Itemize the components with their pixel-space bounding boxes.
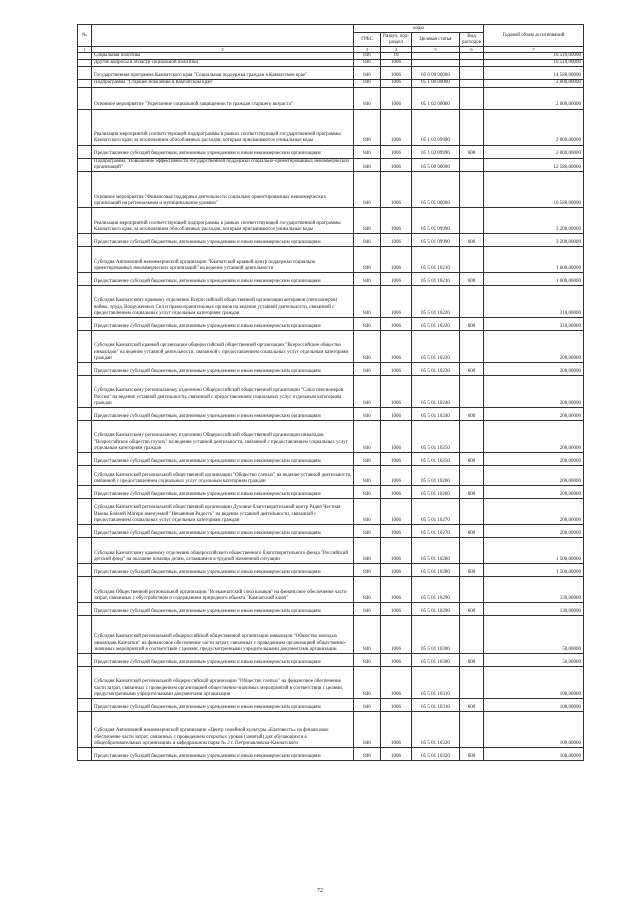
row-section-cell: 1006 bbox=[381, 234, 412, 247]
row-name-cell: Предоставление субсидий бюджетным, автономным учреждениям и иным некоммерческим организациям bbox=[92, 748, 354, 761]
row-grbs-cell: 846 bbox=[354, 712, 381, 748]
row-no-cell bbox=[78, 616, 92, 654]
row-no-cell bbox=[78, 87, 92, 109]
row-name-cell: Социальная политика bbox=[92, 53, 354, 60]
row-target-cell: 05 5 01 10270 bbox=[412, 499, 460, 525]
row-target-cell: 05 5 01 10310 bbox=[412, 667, 460, 699]
row-expense-type-cell: 600 bbox=[460, 748, 484, 761]
row-grbs-cell: 846 bbox=[354, 603, 381, 616]
row-section-cell: 1006 bbox=[381, 616, 412, 654]
row-amount-cell: 100,00000 bbox=[484, 699, 584, 712]
row-grbs-cell: 846 bbox=[354, 273, 381, 286]
row-expense-type-cell: 600 bbox=[460, 273, 484, 286]
row-amount-cell: 200,00000 bbox=[484, 525, 584, 538]
row-target-cell: 05 5 01 10290 bbox=[412, 577, 460, 603]
row-amount-cell: 3 200,00000 bbox=[484, 234, 584, 247]
row-no-cell bbox=[78, 699, 92, 712]
row-amount-cell: 14 580,00000 bbox=[484, 67, 584, 80]
header-expense-type: Вид расходов bbox=[460, 33, 484, 47]
row-amount-cell: 100,00000 bbox=[484, 712, 584, 748]
row-grbs-cell: 846 bbox=[354, 60, 381, 67]
row-amount-cell: 130,00000 bbox=[484, 577, 584, 603]
row-amount-cell: 200,00000 bbox=[484, 363, 584, 376]
table-row bbox=[78, 712, 584, 748]
row-expense-type-cell bbox=[460, 577, 484, 603]
table-row bbox=[78, 699, 584, 712]
row-section-cell: 1006 bbox=[381, 172, 412, 208]
row-grbs-cell: 846 bbox=[354, 172, 381, 208]
row-name-cell: Субсидия Камчатскому краевому отделению Всероссийской общественной организации ветеранов (пенсионеров) войны, труда, Вооруженных Сил и правоохранительных органов на ведение уставной деятельности, связанной с предоставлением социальных услуг отдельным категориям граждан bbox=[92, 286, 354, 318]
row-name-cell: Подпрограмма "Старшее поколение в Камчатском крае" bbox=[92, 80, 354, 87]
row-target-cell: 05 5 01 10300 bbox=[412, 616, 460, 654]
row-name-cell: Субсидия Камчатской региональной общероссийской организации "Общество слепых" на финансовое обеспечение части затрат, связанных с проведением организацией общественно-значимых мероприятий в соответствии с целями, предусмотренными учредительными документами организации bbox=[92, 667, 354, 699]
table-row bbox=[78, 158, 584, 171]
row-amount-cell: 1 600,00000 bbox=[484, 273, 584, 286]
row-expense-type-cell: 600 bbox=[460, 603, 484, 616]
row-section-cell: 1006 bbox=[381, 145, 412, 158]
row-amount-cell: 2 000,00000 bbox=[484, 145, 584, 158]
row-grbs-cell: 846 bbox=[354, 421, 381, 453]
budget-table-sheet bbox=[77, 24, 583, 761]
row-grbs-cell: 846 bbox=[354, 363, 381, 376]
row-expense-type-cell bbox=[460, 376, 484, 408]
row-amount-cell: 200,00000 bbox=[484, 453, 584, 466]
row-name-cell: Реализация мероприятий соответствующей подпрограммы в рамках соответствующей государственной программы Камчатского края, за исключением обособленных расходов, которым присваиваются уникальные коды bbox=[92, 208, 354, 234]
table-row bbox=[78, 453, 584, 466]
row-section-cell: 1006 bbox=[381, 408, 412, 421]
row-amount-cell: 200,00000 bbox=[484, 486, 584, 499]
row-name-cell: Предоставление субсидий бюджетным, автономным учреждениям и иным некоммерческим организациям bbox=[92, 564, 354, 577]
row-target-cell: 05 5 01 10220 bbox=[412, 286, 460, 318]
colnum: 4 bbox=[381, 47, 412, 53]
row-no-cell bbox=[78, 453, 92, 466]
row-no-cell bbox=[78, 564, 92, 577]
header-target: Целевая статья bbox=[412, 33, 460, 47]
row-amount-cell: 200,00000 bbox=[484, 466, 584, 486]
table-row bbox=[78, 408, 584, 421]
row-amount-cell: 310,00000 bbox=[484, 318, 584, 331]
row-grbs-cell: 846 bbox=[354, 564, 381, 577]
row-no-cell bbox=[78, 273, 92, 286]
row-expense-type-cell bbox=[460, 667, 484, 699]
table-row bbox=[78, 145, 584, 158]
row-expense-type-cell bbox=[460, 712, 484, 748]
row-expense-type-cell: 600 bbox=[460, 234, 484, 247]
row-amount-cell: 3 200,00000 bbox=[484, 208, 584, 234]
row-grbs-cell: 846 bbox=[354, 67, 381, 80]
row-amount-cell: 16 510,00000 bbox=[484, 53, 584, 60]
table-row bbox=[78, 53, 584, 60]
row-grbs-cell: 846 bbox=[354, 376, 381, 408]
colnum: 5 bbox=[412, 47, 460, 53]
row-target-cell: 05 5 01 10220 bbox=[412, 318, 460, 331]
table-row bbox=[78, 667, 584, 699]
row-name-cell: Предоставление субсидий бюджетным, автономным учреждениям и иным некоммерческим организациям bbox=[92, 408, 354, 421]
table-row bbox=[78, 499, 584, 525]
header-no: № bbox=[78, 25, 92, 47]
header-codes: коды bbox=[354, 25, 484, 33]
row-section-cell: 1006 bbox=[381, 273, 412, 286]
row-name-cell: Основное мероприятие "Финансовая поддержка деятельности социально ориентированных некоммерческих организаций на региональном и муниципальном уровнях" bbox=[92, 172, 354, 208]
row-amount-cell: 200,00000 bbox=[484, 376, 584, 408]
row-name-cell: Субсидия Автономной некоммерческой организации «Центр семейной культуры «Благовесть» на финансовое обеспечение части затрат, связанных с проведением открытых уроков (занятий) для обучающихся в общеобразовательных организациях в кафедральном парке № 2 г. Петропавловска-Камчатского bbox=[92, 712, 354, 748]
row-no-cell bbox=[78, 577, 92, 603]
row-grbs-cell: 846 bbox=[354, 538, 381, 564]
table-row bbox=[78, 603, 584, 616]
row-target-cell: 05 5 01 10300 bbox=[412, 654, 460, 667]
table-row bbox=[78, 234, 584, 247]
row-expense-type-cell bbox=[460, 67, 484, 80]
row-grbs-cell: 846 bbox=[354, 616, 381, 654]
row-name-cell: Основное мероприятие "Укрепление социальной защищенности граждан старшего возраста" bbox=[92, 87, 354, 109]
row-section-cell: 1006 bbox=[381, 564, 412, 577]
row-name-cell: Субсидия Общественной региональной организации "Всекамчатский союз казаков" на финансовое обеспечение части затрат, связанных с обустройством и содержанием природного объекта "Камчатский ключ" bbox=[92, 577, 354, 603]
row-name-cell: Предоставление субсидий бюджетным, автономным учреждениям и иным некоммерческим организациям bbox=[92, 318, 354, 331]
row-section-cell: 1006 bbox=[381, 158, 412, 171]
table-row bbox=[78, 67, 584, 80]
header-amount: Годовой объем ассигнований bbox=[484, 25, 584, 47]
table-row bbox=[78, 60, 584, 67]
table-row bbox=[78, 616, 584, 654]
row-target-cell: 05 5 01 09990 bbox=[412, 208, 460, 234]
row-grbs-cell: 846 bbox=[354, 667, 381, 699]
row-grbs-cell: 846 bbox=[354, 577, 381, 603]
row-section-cell: 1006 bbox=[381, 667, 412, 699]
row-expense-type-cell bbox=[460, 466, 484, 486]
table-row bbox=[78, 208, 584, 234]
row-section-cell: 1006 bbox=[381, 421, 412, 453]
row-section-cell: 1006 bbox=[381, 699, 412, 712]
row-expense-type-cell bbox=[460, 499, 484, 525]
row-expense-type-cell: 600 bbox=[460, 486, 484, 499]
header-name bbox=[92, 25, 354, 47]
row-section-cell: 1006 bbox=[381, 208, 412, 234]
row-grbs-cell: 846 bbox=[354, 87, 381, 109]
row-target-cell: 05 1 02 09990 bbox=[412, 145, 460, 158]
row-name-cell: Предоставление субсидий бюджетным, автономным учреждениям и иным некоммерческим организациям bbox=[92, 363, 354, 376]
row-grbs-cell: 846 bbox=[354, 699, 381, 712]
row-name-cell: Субсидия Камчатской региональной общественной организации Духовно-благотворительный центр Радио Честная Иконы Божией Матери именуемой "Нечаянная Радость" на ведение уставной деятельности, связанной с предоставлением социальных услуг отдельным категориям граждан bbox=[92, 499, 354, 525]
row-section-cell: 1006 bbox=[381, 525, 412, 538]
row-no-cell bbox=[78, 318, 92, 331]
colnum: 1 bbox=[78, 47, 92, 53]
row-amount-cell: 2 000,00000 bbox=[484, 87, 584, 109]
row-section-cell: 1006 bbox=[381, 286, 412, 318]
row-section-cell: 1006 bbox=[381, 453, 412, 466]
table-row bbox=[78, 363, 584, 376]
row-amount-cell: 50,00000 bbox=[484, 654, 584, 667]
row-amount-cell: 50,00000 bbox=[484, 616, 584, 654]
row-expense-type-cell bbox=[460, 109, 484, 145]
row-grbs-cell: 846 bbox=[354, 80, 381, 87]
row-target-cell: 05 5 01 10240 bbox=[412, 408, 460, 421]
row-target-cell: 05 1 00 00000 bbox=[412, 80, 460, 87]
row-section-cell: 1006 bbox=[381, 486, 412, 499]
row-no-cell bbox=[78, 67, 92, 80]
row-no-cell bbox=[78, 60, 92, 67]
row-section-cell: 1006 bbox=[381, 331, 412, 363]
row-name-cell: Другие вопросы в области социальной политики bbox=[92, 60, 354, 67]
table-row bbox=[78, 466, 584, 486]
row-name-cell: Предоставление субсидий бюджетным, автономным учреждениям и иным некоммерческим организациям bbox=[92, 654, 354, 667]
table-row bbox=[78, 421, 584, 453]
row-no-cell bbox=[78, 286, 92, 318]
table-row bbox=[78, 538, 584, 564]
row-grbs-cell: 846 bbox=[354, 486, 381, 499]
row-name-cell: Субсидия Автономной некоммерческой организации "Камчатский краевой центр поддержки социально ориентированных некоммерческих организаций" на ведение уставной деятельности bbox=[92, 247, 354, 273]
row-amount-cell: 16 510,00000 bbox=[484, 60, 584, 67]
row-grbs-cell: 846 bbox=[354, 331, 381, 363]
row-name-cell: Предоставление субсидий бюджетным, автономным учреждениям и иным некоммерческим организациям bbox=[92, 603, 354, 616]
row-target-cell: 05 5 01 10320 bbox=[412, 748, 460, 761]
row-name-cell: Предоставление субсидий бюджетным, автономным учреждениям и иным некоммерческим организациям bbox=[92, 145, 354, 158]
row-target-cell: 05 5 01 10230 bbox=[412, 331, 460, 363]
row-no-cell bbox=[78, 363, 92, 376]
row-target-cell bbox=[412, 60, 460, 67]
row-amount-cell: 200,00000 bbox=[484, 408, 584, 421]
row-section-cell: 1006 bbox=[381, 603, 412, 616]
table-row bbox=[78, 286, 584, 318]
table-row bbox=[78, 564, 584, 577]
row-no-cell bbox=[78, 331, 92, 363]
table-row bbox=[78, 486, 584, 499]
row-expense-type-cell bbox=[460, 172, 484, 208]
table-row bbox=[78, 318, 584, 331]
row-name-cell: Подпрограмма "Повышение эффективности государственной поддержки социально-ориентированных некоммерческих организаций" bbox=[92, 158, 354, 171]
row-expense-type-cell: 600 bbox=[460, 525, 484, 538]
row-expense-type-cell bbox=[460, 538, 484, 564]
row-target-cell bbox=[412, 53, 460, 60]
row-target-cell: 05 5 01 00000 bbox=[412, 172, 460, 208]
table-row bbox=[78, 247, 584, 273]
row-no-cell bbox=[78, 234, 92, 247]
row-target-cell: 05 5 01 10320 bbox=[412, 712, 460, 748]
row-target-cell: 05 5 01 10260 bbox=[412, 466, 460, 486]
row-target-cell: 05 5 01 10250 bbox=[412, 453, 460, 466]
row-name-cell: Субсидия Камчатскому региональному отделению Общероссийской общественной организации инвалидов "Всероссийское общество глухих" на ведение уставной деятельности, связанной с предоставлением социальных услуг отдельным категориям граждан bbox=[92, 421, 354, 453]
table-row bbox=[78, 273, 584, 286]
row-section-cell: 1006 bbox=[381, 363, 412, 376]
row-amount-cell: 200,00000 bbox=[484, 499, 584, 525]
colnum: 2 bbox=[92, 47, 354, 53]
row-section-cell: 1006 bbox=[381, 318, 412, 331]
row-expense-type-cell bbox=[460, 60, 484, 67]
row-name-cell: Предоставление субсидий бюджетным, автономным учреждениям и иным некоммерческим организациям bbox=[92, 453, 354, 466]
row-section-cell: 1006 bbox=[381, 712, 412, 748]
row-no-cell bbox=[78, 53, 92, 60]
row-target-cell: 05 5 01 10280 bbox=[412, 538, 460, 564]
row-amount-cell: 2 000,00000 bbox=[484, 109, 584, 145]
row-name-cell: Субсидия Камчатскому краевому отделению общероссийского общественного благотворительного фонда "Российский детский фонд" на оказание помощи детям, оставшимся в трудной жизненной ситуации bbox=[92, 538, 354, 564]
row-grbs-cell: 846 bbox=[354, 53, 381, 60]
row-grbs-cell: 846 bbox=[354, 408, 381, 421]
row-no-cell bbox=[78, 247, 92, 273]
row-expense-type-cell bbox=[460, 208, 484, 234]
row-no-cell bbox=[78, 376, 92, 408]
row-grbs-cell: 846 bbox=[354, 466, 381, 486]
row-expense-type-cell: 600 bbox=[460, 453, 484, 466]
row-amount-cell: 130,00000 bbox=[484, 603, 584, 616]
header-section: Раздел, под-раздел bbox=[381, 33, 412, 47]
row-no-cell bbox=[78, 538, 92, 564]
table-row bbox=[78, 80, 584, 87]
row-grbs-cell: 846 bbox=[354, 453, 381, 466]
table-row bbox=[78, 525, 584, 538]
row-no-cell bbox=[78, 667, 92, 699]
table-row bbox=[78, 748, 584, 761]
row-no-cell bbox=[78, 748, 92, 761]
colnum: 7 bbox=[484, 47, 584, 53]
row-grbs-cell: 846 bbox=[354, 247, 381, 273]
table-row bbox=[78, 172, 584, 208]
row-target-cell: 05 5 01 10260 bbox=[412, 486, 460, 499]
row-no-cell bbox=[78, 421, 92, 453]
row-target-cell: 05 0 00 00000 bbox=[412, 67, 460, 80]
row-name-cell: Субсидия Камчатской региональной общественной организации "Общество слепых" на ведение уставной деятельности, связанной с предоставлением социальных услуг отдельным категориям граждан bbox=[92, 466, 354, 486]
row-expense-type-cell: 600 bbox=[460, 654, 484, 667]
row-amount-cell: 200,00000 bbox=[484, 331, 584, 363]
row-grbs-cell: 846 bbox=[354, 499, 381, 525]
row-amount-cell: 1 500,00000 bbox=[484, 564, 584, 577]
row-expense-type-cell bbox=[460, 80, 484, 87]
row-expense-type-cell: 600 bbox=[460, 564, 484, 577]
row-no-cell bbox=[78, 158, 92, 171]
row-section-cell: 1006 bbox=[381, 109, 412, 145]
row-no-cell bbox=[78, 145, 92, 158]
row-no-cell bbox=[78, 499, 92, 525]
row-name-cell: Предоставление субсидий бюджетным, автономным учреждениям и иным некоммерческим организациям bbox=[92, 699, 354, 712]
row-grbs-cell: 846 bbox=[354, 158, 381, 171]
row-amount-cell: 10 580,00000 bbox=[484, 172, 584, 208]
row-no-cell bbox=[78, 466, 92, 486]
row-target-cell: 05 5 01 10280 bbox=[412, 564, 460, 577]
row-name-cell: Субсидия Камчатской региональной общероссийской общественной организации инвалидов "Общество молодых инвалидов Камчатки" на финансовое обеспечение части затрат, связанных с проведением организацией общественно-значимых мероприятий в соответствии с целями, предусмотренными учредительными документами организации bbox=[92, 616, 354, 654]
row-grbs-cell: 846 bbox=[354, 145, 381, 158]
row-section-cell: 1006 bbox=[381, 87, 412, 109]
row-expense-type-cell bbox=[460, 616, 484, 654]
row-section-cell: 1006 bbox=[381, 376, 412, 408]
row-target-cell: 05 5 01 09990 bbox=[412, 234, 460, 247]
row-name-cell: Предоставление субсидий бюджетным, автономным учреждениям и иным некоммерческим организациям bbox=[92, 486, 354, 499]
row-name-cell: Предоставление субсидий бюджетным, автономным учреждениям и иным некоммерческим организациям bbox=[92, 234, 354, 247]
row-target-cell: 05 5 01 10250 bbox=[412, 421, 460, 453]
row-amount-cell: 310,00000 bbox=[484, 286, 584, 318]
colnum: 6 bbox=[460, 47, 484, 53]
row-no-cell bbox=[78, 80, 92, 87]
row-no-cell bbox=[78, 408, 92, 421]
row-target-cell: 05 5 00 00000 bbox=[412, 158, 460, 171]
row-name-cell: Реализация мероприятий соответствующей подпрограммы в рамках соответствующей государственной программы Камчатского края, за исключением обособленных расходов, которым присваиваются уникальные коды bbox=[92, 109, 354, 145]
table-row bbox=[78, 577, 584, 603]
row-grbs-cell: 846 bbox=[354, 208, 381, 234]
row-amount-cell: 100,00000 bbox=[484, 667, 584, 699]
row-expense-type-cell: 600 bbox=[460, 363, 484, 376]
table-row bbox=[78, 87, 584, 109]
row-amount-cell: 1 600,00000 bbox=[484, 247, 584, 273]
table-row bbox=[78, 109, 584, 145]
row-amount-cell: 12 580,00000 bbox=[484, 158, 584, 171]
row-section-cell: 1006 bbox=[381, 499, 412, 525]
table-row bbox=[78, 376, 584, 408]
row-name-cell: Государственная программа Камчатского края "Социальная поддержка граждан в Камчатском крае" bbox=[92, 67, 354, 80]
row-target-cell: 05 5 01 10290 bbox=[412, 603, 460, 616]
row-no-cell bbox=[78, 208, 92, 234]
row-no-cell bbox=[78, 603, 92, 616]
row-no-cell bbox=[78, 654, 92, 667]
row-amount-cell: 1 500,00000 bbox=[484, 538, 584, 564]
row-target-cell: 05 5 01 10230 bbox=[412, 363, 460, 376]
row-expense-type-cell: 600 bbox=[460, 318, 484, 331]
header-grbs: ГРБС bbox=[354, 33, 381, 47]
row-section-cell: 1006 bbox=[381, 748, 412, 761]
table-row bbox=[78, 654, 584, 667]
row-amount-cell: 100,00000 bbox=[484, 748, 584, 761]
row-grbs-cell: 846 bbox=[354, 109, 381, 145]
row-expense-type-cell bbox=[460, 286, 484, 318]
row-amount-cell: 200,00000 bbox=[484, 421, 584, 453]
table-row bbox=[78, 331, 584, 363]
row-section-cell: 1006 bbox=[381, 466, 412, 486]
row-target-cell: 05 5 01 10210 bbox=[412, 273, 460, 286]
row-target-cell: 05 1 02 09990 bbox=[412, 109, 460, 145]
row-target-cell: 05 5 01 10270 bbox=[412, 525, 460, 538]
row-grbs-cell: 846 bbox=[354, 525, 381, 538]
row-expense-type-cell bbox=[460, 53, 484, 60]
row-section-cell: 1006 bbox=[381, 60, 412, 67]
row-grbs-cell: 846 bbox=[354, 748, 381, 761]
row-grbs-cell: 846 bbox=[354, 318, 381, 331]
row-name-cell: Предоставление субсидий бюджетным, автономным учреждениям и иным некоммерческим организациям bbox=[92, 273, 354, 286]
row-expense-type-cell bbox=[460, 87, 484, 109]
row-section-cell: 1006 bbox=[381, 247, 412, 273]
row-no-cell bbox=[78, 486, 92, 499]
row-name-cell: Предоставление субсидий бюджетным, автономным учреждениям и иным некоммерческим организациям bbox=[92, 525, 354, 538]
budget-allocation-table bbox=[77, 24, 584, 761]
row-no-cell bbox=[78, 525, 92, 538]
row-target-cell: 05 5 01 10310 bbox=[412, 699, 460, 712]
row-expense-type-cell bbox=[460, 158, 484, 171]
row-no-cell bbox=[78, 172, 92, 208]
row-expense-type-cell: 600 bbox=[460, 145, 484, 158]
row-section-cell: 1006 bbox=[381, 67, 412, 80]
row-section-cell: 1006 bbox=[381, 80, 412, 87]
row-grbs-cell: 846 bbox=[354, 286, 381, 318]
row-name-cell: Субсидия Камчатской краевой организации общероссийской общественной организации "Всероссийское общество инвалидов" на ведение уставной деятельности, связанной с предоставлением социальных услуг отдельным категориям граждан bbox=[92, 331, 354, 363]
row-target-cell: 05 1 02 00000 bbox=[412, 87, 460, 109]
row-section-cell: 1006 bbox=[381, 654, 412, 667]
row-section-cell: 1006 bbox=[381, 538, 412, 564]
row-expense-type-cell bbox=[460, 247, 484, 273]
row-name-cell: Субсидия Камчатскому региональному отделению Общероссийской общественной организации "Союз пенсионеров России" на ведение уставной деятельности, связанной с предоставлением социальных услуг отдельным категориям граждан bbox=[92, 376, 354, 408]
row-grbs-cell: 846 bbox=[354, 654, 381, 667]
row-target-cell: 05 5 01 10210 bbox=[412, 247, 460, 273]
row-target-cell: 05 5 01 10240 bbox=[412, 376, 460, 408]
row-expense-type-cell bbox=[460, 331, 484, 363]
row-expense-type-cell bbox=[460, 421, 484, 453]
row-section-cell: 10 bbox=[381, 53, 412, 60]
page-number: 72 bbox=[317, 888, 323, 894]
row-no-cell bbox=[78, 712, 92, 748]
row-grbs-cell: 846 bbox=[354, 234, 381, 247]
row-section-cell: 1006 bbox=[381, 577, 412, 603]
colnum: 3 bbox=[354, 47, 381, 53]
row-no-cell bbox=[78, 109, 92, 145]
row-expense-type-cell: 600 bbox=[460, 408, 484, 421]
row-amount-cell: 2 000,00000 bbox=[484, 80, 584, 87]
row-expense-type-cell: 600 bbox=[460, 699, 484, 712]
